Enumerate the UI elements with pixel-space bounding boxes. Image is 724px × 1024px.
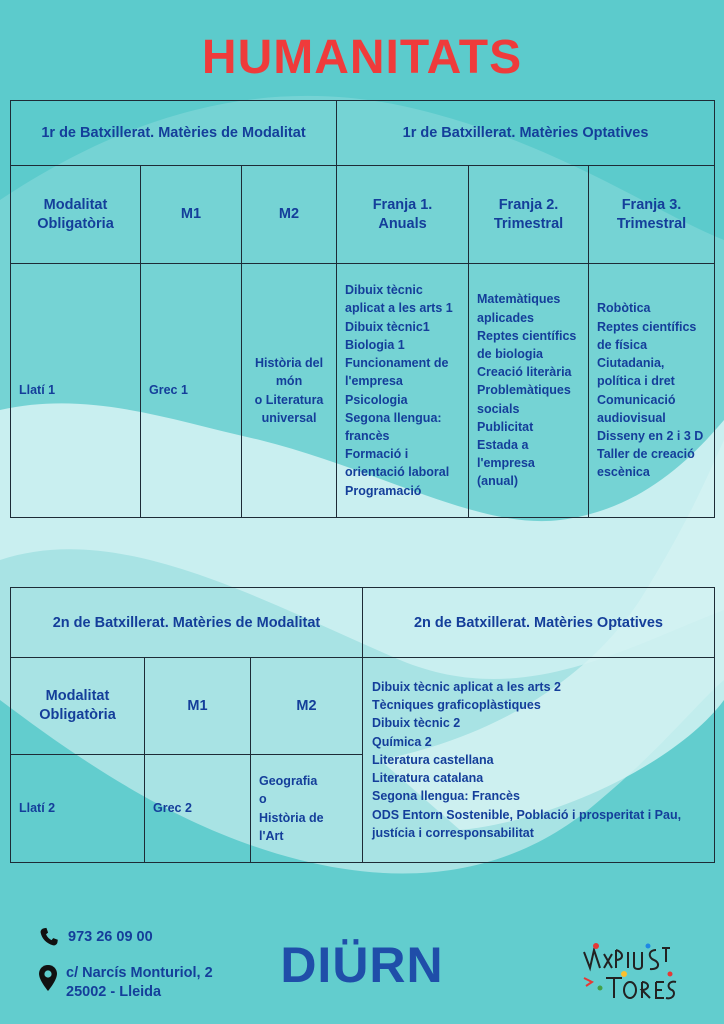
address-street: c/ Narcís Monturiol, 2 bbox=[66, 965, 213, 981]
franja3-item: Reptes científics de física bbox=[597, 319, 697, 352]
optativa-item: Literatura catalana bbox=[372, 771, 484, 786]
first-col-m1: M1 bbox=[141, 166, 242, 264]
franja2-item: Estada a l'empresa (anual) bbox=[477, 438, 535, 489]
school-logo bbox=[578, 938, 678, 1004]
page-title: HUMANITATS bbox=[201, 31, 523, 84]
address-city: 25002 - Lleida bbox=[66, 984, 162, 1000]
franja1-item: Dibuix tècnic1 bbox=[345, 319, 430, 334]
franja1-item: Programació bbox=[345, 483, 422, 498]
schedule-label: DIÜRN bbox=[280, 937, 444, 993]
franja2-item: Publicitat bbox=[477, 419, 534, 434]
franja2-item: Problemàtiques socials bbox=[477, 383, 571, 416]
first-m1-value: Grec 1 bbox=[141, 264, 242, 518]
second-optatives-header: 2n de Batxillerat. Matèries Optatives bbox=[363, 588, 715, 658]
franja2-list bbox=[469, 264, 589, 518]
first-optatives-header: 1r de Batxillerat. Matèries Optatives bbox=[337, 101, 715, 166]
second-year-table bbox=[10, 587, 715, 863]
optativa-item: Química 2 bbox=[372, 734, 432, 749]
franja2-item: Creació literària bbox=[477, 365, 572, 380]
second-col-modalitat: Modalitat Obligatòria bbox=[11, 658, 145, 755]
optativa-item: ODS Entorn Sostenible, Població i prosperitat i Pau, justícia i corresponsabilitat bbox=[372, 807, 682, 840]
second-m1-value: Grec 2 bbox=[145, 755, 251, 863]
first-m2-value: Història del món o Literatura universal bbox=[242, 264, 337, 518]
optativa-item: Segona llengua: Francès bbox=[372, 789, 520, 804]
franja3-item: Ciutadania, política i dret bbox=[597, 356, 675, 389]
first-modalitat-value: Llatí 1 bbox=[11, 264, 141, 518]
first-modalitat-header: 1r de Batxillerat. Matèries de Modalitat bbox=[11, 101, 337, 166]
first-col-franja2: Franja 2. Trimestral bbox=[469, 166, 589, 264]
second-col-m1: M1 bbox=[145, 658, 251, 755]
first-col-modalitat: Modalitat Obligatòria bbox=[11, 166, 141, 264]
franja1-item: Biologia 1 bbox=[345, 337, 405, 352]
second-m2-value: Geografia o Història de l'Art bbox=[251, 755, 363, 863]
franja1-list bbox=[337, 264, 469, 518]
optativa-item: Dibuix tècnic 2 bbox=[372, 716, 461, 731]
first-col-franja3: Franja 3. Trimestral bbox=[589, 166, 715, 264]
franja3-item: Comunicació audiovisual bbox=[597, 392, 676, 425]
first-year-table bbox=[10, 100, 715, 518]
second-modalitat-value: Llatí 2 bbox=[11, 755, 145, 863]
optativa-item: Tècniques graficoplàstiques bbox=[372, 698, 541, 713]
phone-number: 973 26 09 00 bbox=[68, 929, 153, 945]
franja1-item: Segona llengua: francès bbox=[345, 410, 442, 443]
franja3-item: Robòtica bbox=[597, 301, 651, 316]
franja1-item: Formació i orientació laboral bbox=[345, 447, 450, 480]
franja1-item: Dibuix tècnic aplicat a les arts 1 bbox=[345, 283, 453, 316]
franja3-item: Disseny en 2 i 3 D bbox=[597, 428, 704, 443]
franja2-item: Matemàtiques aplicades bbox=[477, 292, 561, 325]
second-col-m2: M2 bbox=[251, 658, 363, 755]
optativa-item: Dibuix tècnic aplicat a les arts 2 bbox=[372, 680, 561, 695]
franja2-item: Reptes científics de biologia bbox=[477, 328, 577, 361]
second-optatives-list bbox=[363, 658, 715, 863]
franja3-list bbox=[589, 264, 715, 518]
first-col-m2: M2 bbox=[242, 166, 337, 264]
first-col-franja1: Franja 1. Anuals bbox=[337, 166, 469, 264]
optativa-item: Literatura castellana bbox=[372, 752, 494, 767]
franja1-item: Funcionament de l'empresa bbox=[345, 356, 449, 389]
franja1-item: Psicologia bbox=[345, 392, 408, 407]
franja3-item: Taller de creació escènica bbox=[597, 447, 695, 480]
second-modalitat-header: 2n de Batxillerat. Matèries de Modalitat bbox=[11, 588, 363, 658]
